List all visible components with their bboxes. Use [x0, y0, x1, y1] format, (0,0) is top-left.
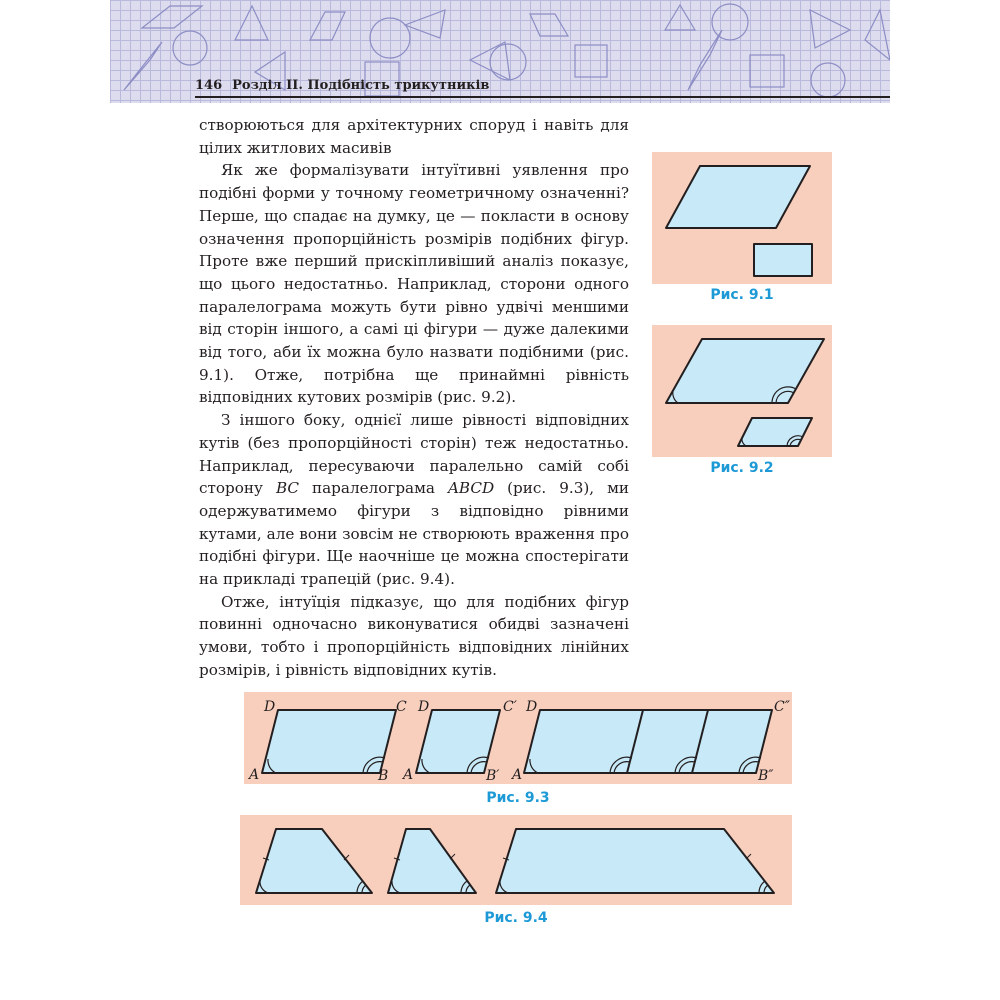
label-d2: D: [418, 699, 430, 715]
label-b3: B″: [758, 768, 774, 784]
section-title: Розділ ІІ. Подібність трикутників: [232, 78, 490, 93]
figure-9-3-caption: Рис. 9.3: [486, 790, 550, 806]
segment-bc: BC: [275, 479, 300, 498]
figure-9-4-drawing: [240, 815, 792, 905]
label-a1: A: [249, 767, 260, 783]
paragraph-3-part-c: (рис. 9.3), ми одержуватимемо фігури з відповідно рівними кутами, але вони зовсім не створюють враження про подібні фігури. Ще наочніше це можна спостерігати на прикладі трапецій (рис. 9.4).: [199, 479, 630, 589]
parallelogram-abcd-1: [262, 710, 396, 773]
large-parallelogram: [666, 166, 810, 228]
figure-9-4: [240, 815, 792, 905]
paragraph-1-line-2: цілих житлових масивів: [199, 138, 392, 157]
small-rectangle: [754, 244, 812, 276]
figure-9-2-caption: Рис. 9.2: [710, 460, 774, 476]
trapezoid-3: [496, 829, 774, 893]
label-c3: C″: [774, 699, 790, 715]
figure-9-1: [652, 152, 832, 284]
parallelogram-abcd-2: [416, 710, 500, 773]
small-parallelogram: [738, 418, 812, 446]
paragraph-3-part-a: З іншого боку, однієї лише рівності відповідних кутів (без пропорційності сторін) теж недостатньо. Наприклад, пересуваючи паралельно самій собі сторону: [199, 411, 629, 498]
large-parallelogram: [666, 339, 824, 403]
label-b2: B′: [486, 768, 500, 784]
page-header: [110, 0, 890, 103]
header-rule: [195, 96, 890, 98]
paragraph-4: Отже, інтуїція підказує, що для подібних фігур повинні одночасно виконуватися обидві зазначені умови, тобто і пропорційність відповідних лінійних розмірів, і рівність відповідних кутів.: [199, 592, 629, 679]
figure-9-1-caption: Рис. 9.1: [710, 287, 774, 303]
paragraph-3-part-b: паралелограма: [299, 479, 448, 498]
figure-9-2-drawing: [652, 325, 832, 457]
running-head: [195, 78, 489, 93]
paragraph-2: Як же формалізувати інтуїтивні уявлення про подібні форми у точному геометричному означенні? Перше, що спадає на думку, це — покласти в основу означення пропорційність розмірів подібних фігур. Проте вже перший прискіпливіший аналіз показує, що цього недостатньо. Наприклад, сторони одного паралелограма можуть бути рівно удвічі меншими від сторін іншого, а самі ці фігури — дуже далекими від того, аби їх можна було назвати подібними (рис. 9.1). Отже, потрібна ще принаймні рівність відповідних кутових розмірів (рис. 9.2).: [199, 161, 629, 407]
trapezoid-2: [388, 829, 476, 893]
figure-9-1-drawing: [652, 152, 832, 284]
trapezoid-1: [256, 829, 372, 893]
figure-9-3: [244, 692, 792, 784]
label-c1: C: [396, 699, 407, 715]
label-a3: A: [512, 767, 523, 783]
parallelogram-abcd: ABCD: [447, 479, 495, 498]
figure-9-3-drawing: [244, 692, 792, 784]
label-d1: D: [264, 699, 276, 715]
figure-9-2: [652, 325, 832, 457]
label-d3: D: [526, 699, 538, 715]
main-text: [199, 114, 629, 682]
label-a2: A: [403, 767, 414, 783]
label-c2: C′: [503, 699, 517, 715]
parallelogram-abcd-3: [524, 710, 772, 773]
figure-9-4-caption: Рис. 9.4: [484, 910, 548, 926]
label-b1: B: [378, 768, 389, 784]
paragraph-3: [199, 409, 629, 591]
page-number: 146: [195, 78, 223, 93]
paragraph-1-line-1: створюються для архітектурних споруд і навіть для: [199, 116, 629, 134]
